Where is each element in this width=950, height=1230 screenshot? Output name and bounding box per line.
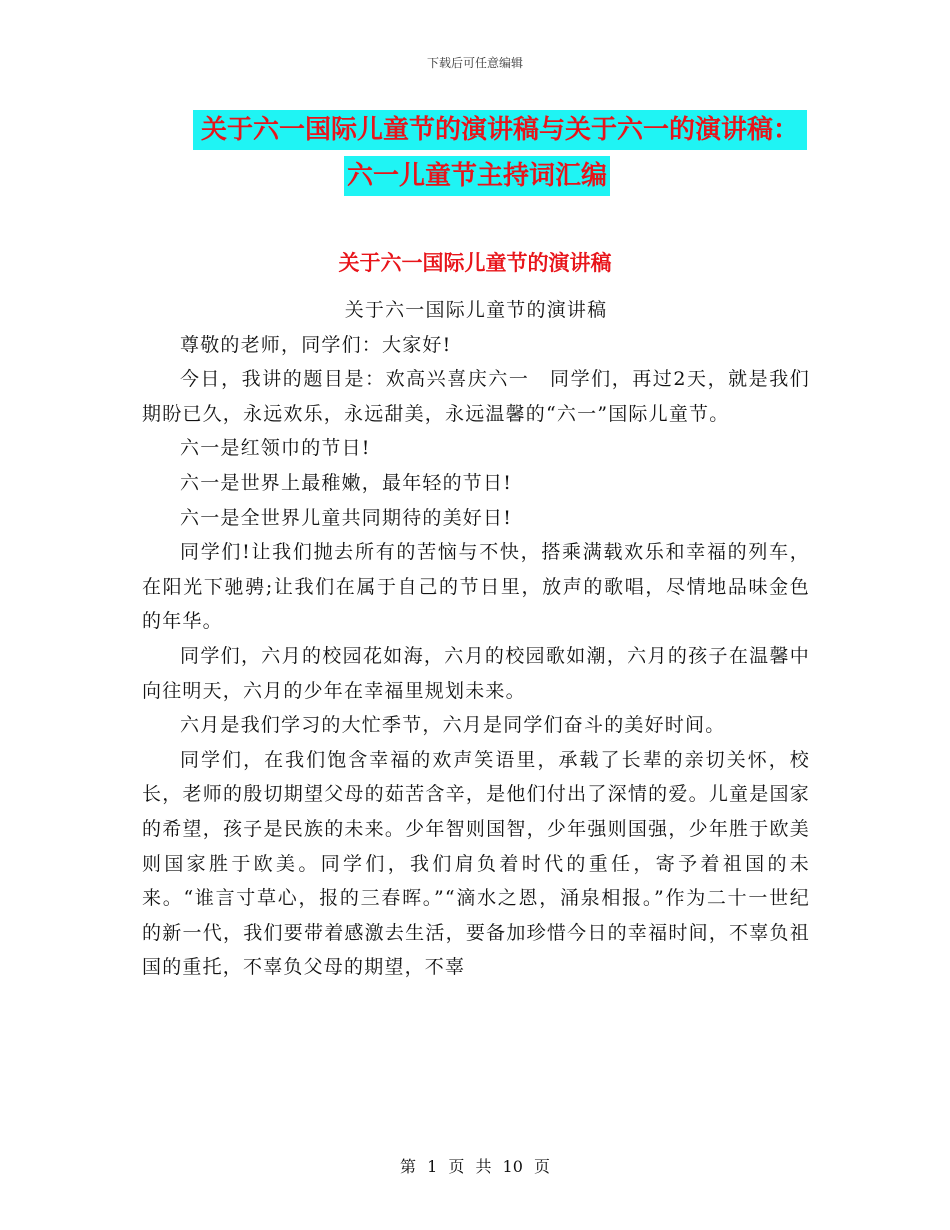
- paragraph-intro: 今日，我讲的题目是：欢高兴喜庆六一 同学们，再过2天，就是我们期盼已久，永远欢乐，永远甜美，永远温馨的“六一”国际儿童节。: [142, 368, 810, 425]
- title-line-2: 六一儿童节主持词汇编: [344, 156, 610, 196]
- paragraph-line: 六一是全世界儿童共同期待的美好日!: [180, 506, 513, 529]
- paragraph-line: 六一是红领巾的节日!: [180, 437, 371, 460]
- title-line-1: 关于六一国际儿童节的演讲稿与关于六一的演讲稿：: [193, 110, 807, 150]
- paragraph: 同学们!让我们抛去所有的苦恼与不快，搭乘满载欢乐和幸福的列车，在阳光下驰骋;让我们在属于自己的节日里，放声的歌唱，尽情地品味金色的年华。: [142, 541, 810, 633]
- speech-title: 关于六一国际儿童节的演讲稿: [344, 299, 608, 321]
- paragraph-line: 六一是世界上最稚嫩，最年轻的节日!: [180, 471, 513, 494]
- paragraph: 同学们，在我们饱含幸福的欢声笑语里，承载了长辈的亲切关怀，校长，老师的殷切期望父母的茹苦含辛，是他们付出了深情的爱。儿童是国家的希望，孩子是民族的未来。少年智则国智，少年强则国强，少年胜于欧美则国家胜于欧美。同学们，我们肩负着时代的重任，寄予着祖国的未来。“谁言寸草心，报的三春晖。”“滴水之恩，涌泉相报。”作为二十一世纪的新一代，我们要带着感激去生活，要备加珍惜今日的幸福时间，不辜负祖国的重托，不辜负父母的期望，不辜: [142, 748, 810, 979]
- header-note: 下载后可任意编辑: [426, 56, 523, 70]
- body-text: [142, 293, 810, 985]
- section-heading: 关于六一国际儿童节的演讲稿: [338, 251, 612, 275]
- paragraph-greeting: 尊敬的老师，同学们：大家好!: [180, 333, 452, 356]
- paragraph: 六月是我们学习的大忙季节，六月是同学们奋斗的美好时间。: [180, 714, 726, 737]
- paragraph: 同学们，六月的校园花如海，六月的校园歌如潮，六月的孩子在温馨中向往明天，六月的少年在幸福里规划未来。: [142, 644, 810, 702]
- page-footer: 第 1 页 共 10 页: [400, 1157, 550, 1176]
